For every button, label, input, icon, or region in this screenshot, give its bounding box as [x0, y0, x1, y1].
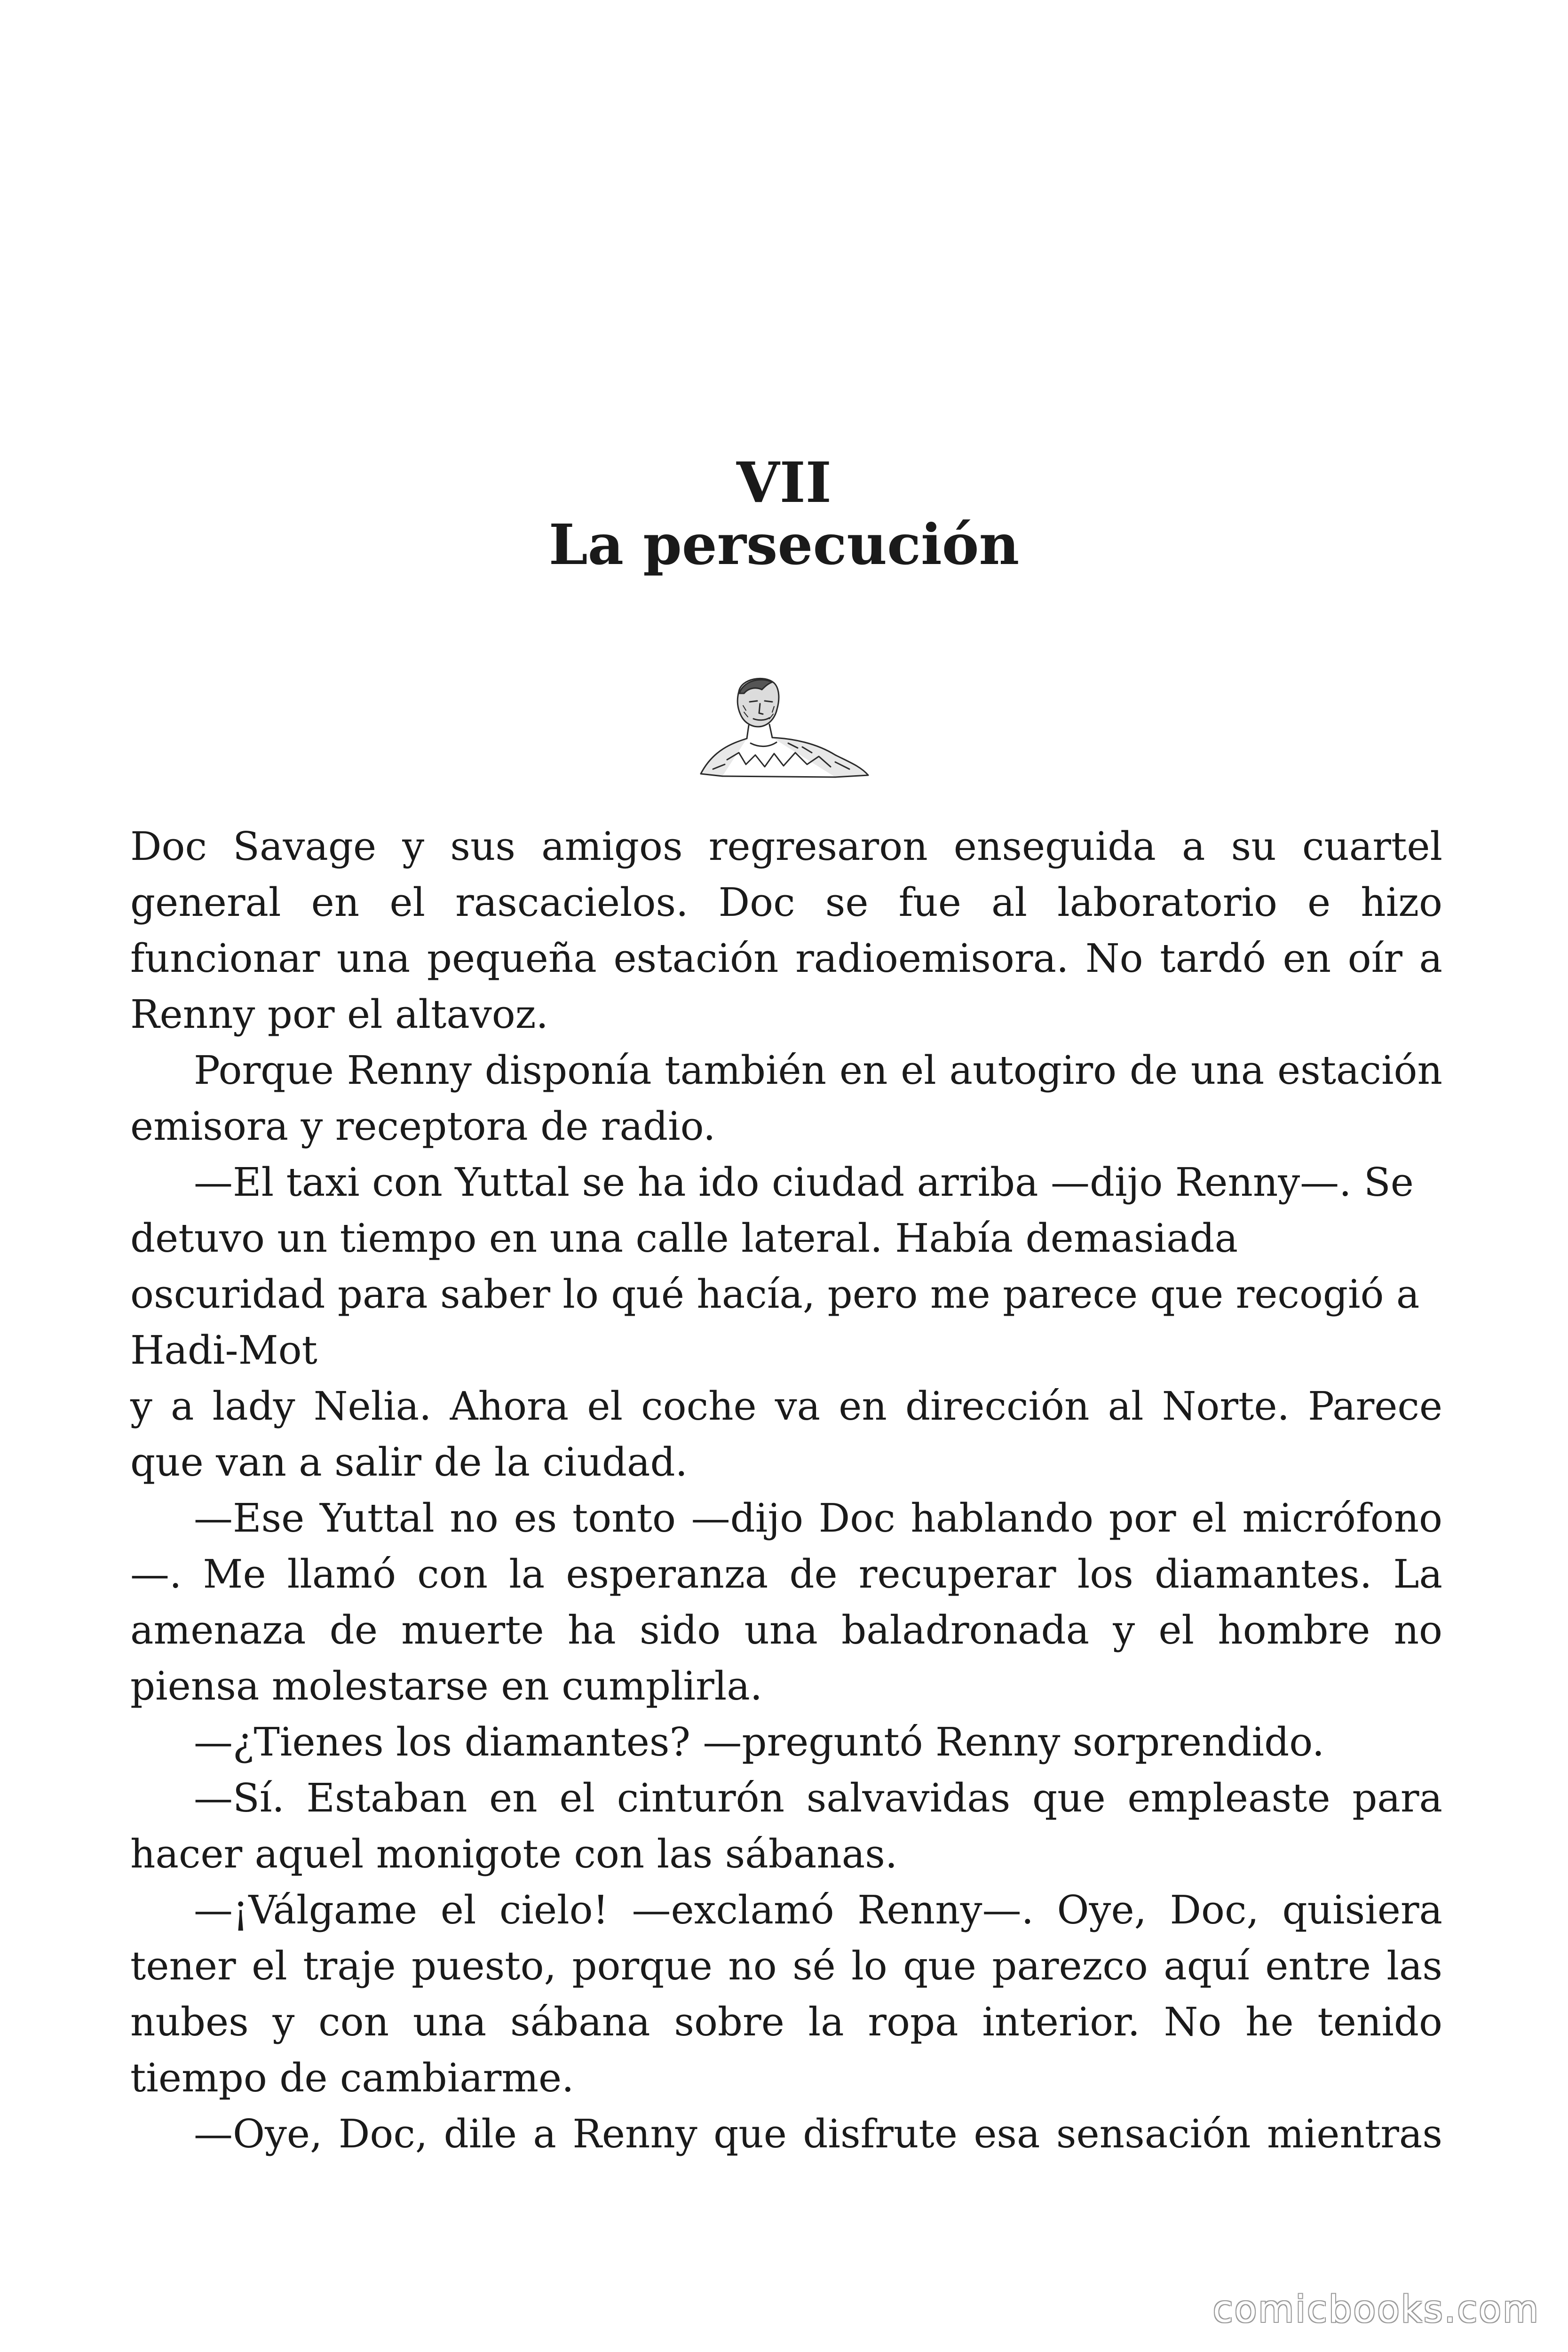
- paragraph-3: —El taxi con Yuttal se ha ido ciudad arriba —dijo Renny—. Se detuvo un tiempo en una calle lateral. Había demasiada oscuridad para saber lo qué hacía, pero me parece que recogió a: [130, 1160, 1420, 1317]
- doc-savage-bust-illustration-icon: [694, 673, 873, 781]
- chapter-body: [130, 818, 1442, 2162]
- paragraph-7: —¿Tienes los diamantes? —preguntó Renny sorprendido.: [194, 1719, 1325, 1765]
- paragraph-1: Doc Savage y sus amigos regresaron enseguida a su cuartel general en el rascacielos. Doc se fue al laboratorio e hizo funcionar una pequeña estación radioemisora. No tardó en oír a Renny por el altavoz.: [130, 824, 1442, 1037]
- chapter-title: La persecución: [548, 512, 1020, 577]
- paragraph-8: —Sí. Estaban en el cinturón salvavidas que empleaste para hacer aquel monigote con las sábanas.: [130, 1775, 1442, 1877]
- paragraph-10: —Oye, Doc, dile a Renny que disfrute esa sensación mientras: [194, 2111, 1442, 2157]
- paragraph-5: y a lady Nelia. Ahora el coche va en dirección al Norte. Parece que van a salir de la ciudad.: [130, 1383, 1442, 1485]
- chapter-number: VII: [736, 450, 832, 515]
- paragraph-6: —Ese Yuttal no es tonto —dijo Doc hablando por el micrófono —. Me llamó con la esperanza de recuperar los diamantes. La amenaza de muerte ha sido una baladronada y el hombre no piensa molestarse en cumplirla.: [130, 1495, 1442, 1709]
- paragraph-2: Porque Renny disponía también en el autogiro de una estación emisora y receptora de radio.: [130, 1048, 1442, 1149]
- paragraph-4: Hadi-Mot: [130, 1327, 317, 1373]
- chapter-heading: [0, 452, 1568, 576]
- paragraph-9: —¡Válgame el cielo! —exclamó Renny—. Oye, Doc, quisiera tener el traje puesto, porque no sé lo que parezco aquí entre las nubes y con una sábana sobre la ropa interior. No he tenido tiempo de cambiarme.: [130, 1887, 1442, 2101]
- watermark: comicbooks.com: [1212, 2288, 1540, 2331]
